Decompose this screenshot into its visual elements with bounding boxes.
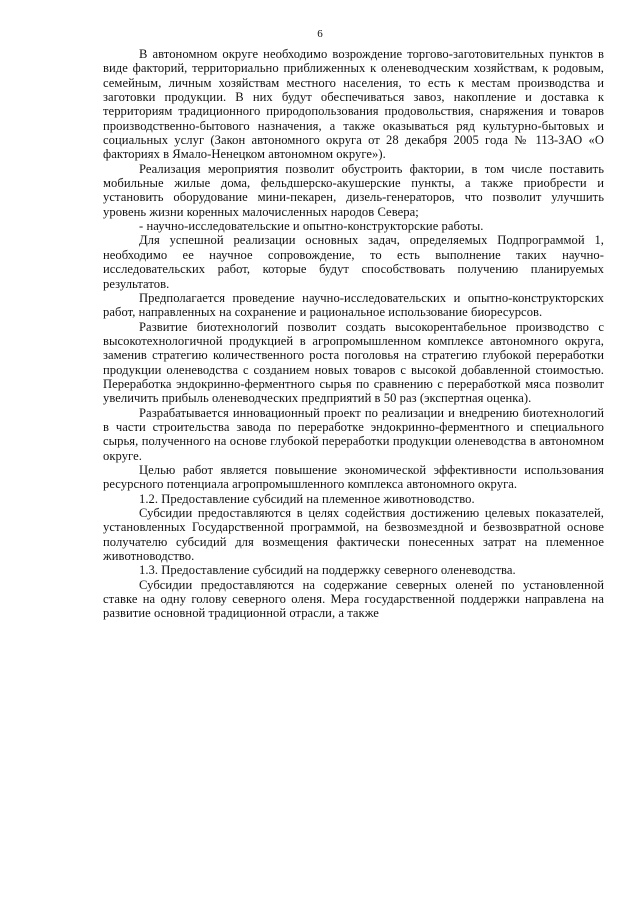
paragraph-research-item: - научно-исследовательские и опытно-конструкторские работы.	[139, 219, 484, 234]
paragraph-innovation-project: Разрабатывается инновационный проект по реализации и внедрению биотехнологий в части строительства завода по переработке эндокринно-ферментного и специального сырья, полученного на основе глубокой переработки продукции оленеводства в автономном округе.	[103, 405, 604, 463]
paragraph-factories-equipment: Реализация мероприятия позволит обустроить фактории, в том числе поставить мобильные жилые дома, фельдшерско-акушерские пункты, а также приобрести и установить оборудование мини-пекарен, дизель-генераторов, что позволит улучшить уровень жизни коренных малочисленных народов Севера;	[103, 161, 604, 219]
paragraph-factories-revival: В автономном округе необходимо возрождение торгово-заготовительных пунктов в виде факторий, территориально приближенных к оленеводческим хозяйствам, к родовым, семейным, личным хозяйствам местного населения, то есть к местам производства и заготовки продукции. В них будут обеспечиваться завоз, накопление и доставка к территориям традиционного природопользования продовольствия, снаряжения и товаров производственно-бытового назначения, а также оказываться ряд культурно-бытовых и социальных услуг (Закон автономного округа от 28 декабря 2005 года № 113-ЗАО «О факториях в Ямало-Ненецком автономном округе»).	[103, 47, 604, 162]
paragraph-breeding-subsidies: Субсидии предоставляются в целях содействия достижению целевых показателей, установленных Государственной программой, на безвозмездной и безвозвратной основе получателю субсидий для возмещения фактически понесенных затрат на племенное животноводство.	[103, 506, 604, 564]
section-heading-1-2: 1.2. Предоставление субсидий на племенное животноводство.	[139, 491, 475, 506]
paragraph-research-planned: Предполагается проведение научно-исследовательских и опытно-конструкторских работ, направленных на сохранение и рациональное использование биоресурсов.	[103, 290, 604, 320]
document-body	[103, 47, 604, 621]
paragraph-scientific-support: Для успешной реализации основных задач, определяемых Подпрограммой 1, необходимо ее научное сопровождение, то есть выполнение таких научно-исследовательских работ, которые будут способствовать получению планируемых результатов.	[103, 233, 604, 291]
page-number: 6	[317, 28, 323, 40]
paragraph-work-goal: Целью работ является повышение экономической эффективности использования ресурсного потенциала агропромышленного комплекса автономного округа.	[103, 462, 604, 492]
paragraph-reindeer-subsidies: Субсидии предоставляются на содержание северных оленей по установленной ставке на одну голову северного оленя. Мера государственной поддержки направлена на развитие основной традиционной отрасли, а также	[103, 577, 604, 621]
section-heading-1-3: 1.3. Предоставление субсидий на поддержку северного оленеводства.	[139, 563, 516, 578]
paragraph-biotechnology: Развитие биотехнологий позволит создать высокорентабельное производство с высокотехнологичной продукцией в агропромышленном комплексе автономного округа, заменив стратегию количественного роста поголовья на стратегию глубокой переработки продукции оленеводства с созданием новых товаров с высокой добавленной стоимостью. Переработка эндокринно-ферментного сырья по сравнению с переработкой мяса позволит увеличить прибыль оленеводческих предприятий в 50 раз (экспертная оценка).	[103, 319, 604, 406]
